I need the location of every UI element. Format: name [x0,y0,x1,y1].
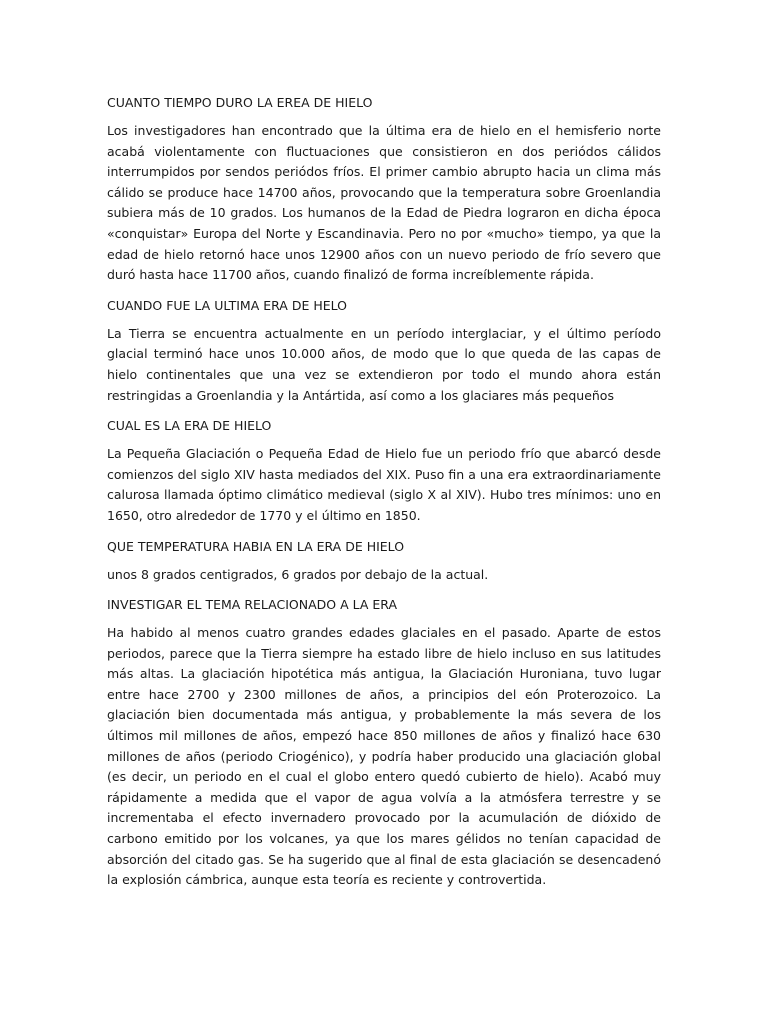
section-which [107,416,661,526]
section-temperature [107,537,661,586]
section-heading: INVESTIGAR EL TEMA RELACIONADO A LA ERA [107,597,398,613]
section-heading: CUANDO FUE LA ULTIMA ERA DE HELO [107,297,347,313]
section-paragraph: La Tierra se encuentra actualmente en un período interglaciar, y el último período glacial terminó hace unos 10.000 años, de modo que lo que queda de las capas de hielo continentales que una vez se extendieron por todo el mundo ahora están restringidas a Groenlandia y la Antártida, así como a los glaciares más pequeños [107,325,661,403]
section-heading: CUAL ES LA ERA DE HIELO [107,418,272,434]
section-paragraph: unos 8 grados centigrados, 6 grados por debajo de la actual. [107,566,489,582]
section-when [107,296,661,406]
section-paragraph: Los investigadores han encontrado que la última era de hielo en el hemisferio norte acabá violentamente con fluctuaciones que consistieron en dos periódos cálidos interrumpidos por sendos periódos fríos. El primer cambio abrupto hacia un clima más cálido se produce hace 14700 años, provocando que la temperatura sobre Groenlandia subiera más de 10 grados. Los humanos de la Edad de Piedra lograron en dicha época «conquistar» Europa del Norte y Escandinavia. Pero no por «mucho» tiempo, ya que la edad de hielo retornó hace unos 12900 años con un nuevo periodo de frío severo que duró hasta hace 11700 años, cuando finalizó de forma increíblemente rápida. [107,123,661,283]
section-paragraph: Ha habido al menos cuatro grandes edades glaciales en el pasado. Aparte de estos periodos, parece que la Tierra siempre ha estado libre de hielo incluso en sus latitudes más altas. La glaciación hipotética más antigua, la Glaciación Huroniana, tuvo lugar entre hace 2700 y 2300 millones de años, a principios del eón Proterozoico. La glaciación bien documentada más antigua, y probablemente la más severa de los últimos mil millones de años, empezó hace 850 millones de años y finalizó hace 630 millones de años (periodo Criogénico), y podría haber producido una glaciación global (es decir, un periodo en el cual el globo entero quedó cubierto de hielo). Acabó muy rápidamente a medida que el vapor de agua volvía a la atmósfera terrestre y se incrementaba el efecto invernadero provocado por la acumulación de dióxido de carbono emitido por los volcanes, ya que los mares gélidos no tenían capacidad de absorción del citado gas. Se ha sugerido que al final de esta glaciación se desencadenó la explosión cámbrica, aunque esta teoría es reciente y controvertida. [107,625,661,888]
section-heading: CUANTO TIEMPO DURO LA EREA DE HIELO [107,95,373,110]
section-research [107,595,661,891]
section-duration [107,93,661,286]
section-paragraph: La Pequeña Glaciación o Pequeña Edad de Hielo fue un periodo frío que abarcó desde comienzos del siglo XIV hasta mediados del XIX. Puso fin a una era extraordinariamente calurosa llamada óptimo climático medieval (siglo X al XIV). Hubo tres mínimos: uno en 1650, otro alrededor de 1770 y el último en 1850. [107,446,661,523]
section-heading: QUE TEMPERATURA HABIA EN LA ERA DE HIELO [107,538,405,554]
document-page [107,93,661,901]
